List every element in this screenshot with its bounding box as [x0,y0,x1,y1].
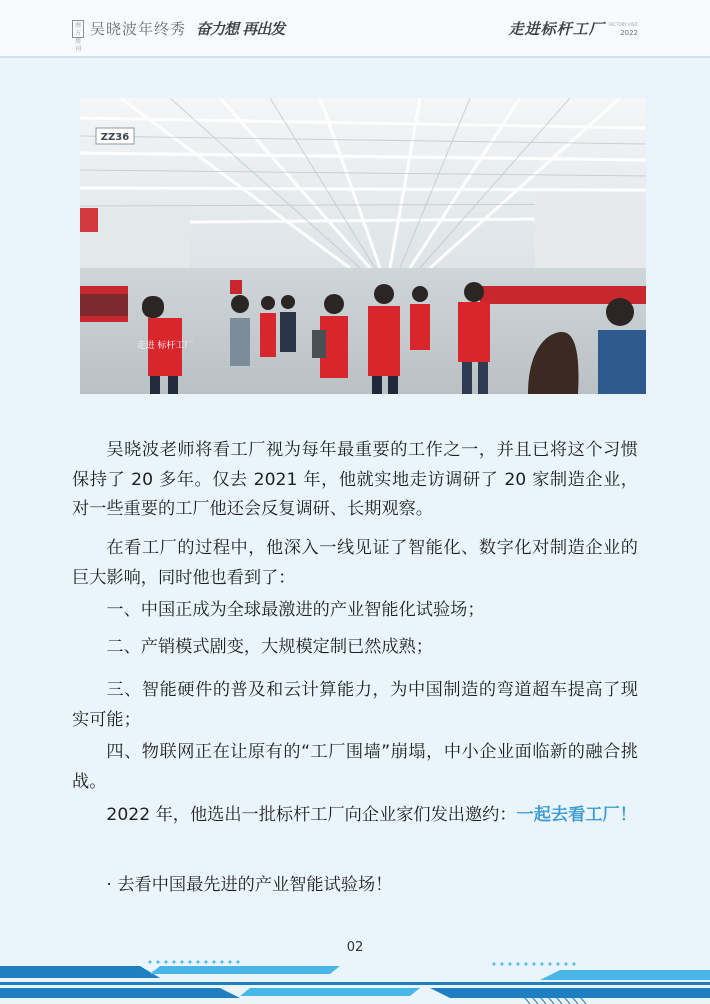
invitation-highlight: 一起去看工厂！ [516,805,637,825]
campaign-block [509,18,638,39]
point-two: 二、产销模式剧变，大规模定制已然成熟； [106,637,433,657]
page-number: 02 [346,940,364,955]
zone-sign: ZZ36 [100,132,130,143]
brand-slogan: 奋力想 再出发 [196,20,285,38]
paragraph-invitation [72,801,638,831]
bullet-item: · 去看中国最先进的产业智能试验场！ [106,875,393,895]
point-four: 四、物联网正在让原有的“工厂围墙”崩塌，中小企业面临新的融合挑战。 [72,742,638,792]
campaign-year-block [609,21,638,37]
factory-photo-illustration [80,98,646,394]
brand-title: 吴晓波年终秀 [90,20,187,38]
paragraph-intro: 吴晓波老师将看工厂视为每年最重要的工作之一，并且已将这个习惯保持了 20 多年。仅去 2021 年，他就实地走访调研了 20 家制造企业，对一些重要的工厂他还会反复调研、长期观察。 [72,440,638,519]
point-three: 三、智能硬件的普及和云计算能力，为中国制造的弯道超车提高了现实可能； [72,680,638,730]
paragraph-observation: 在看工厂的过程中，他深入一线见证了智能化、数字化对制造企业的巨大影响，同时他也看到了： [72,538,638,588]
campaign-title: 走进标杆工厂 [508,20,605,38]
footer-decoration [0,952,710,1004]
page-header [0,0,710,58]
point-one: 一、中国正成为全球最激进的产业智能化试验场； [106,600,485,620]
campaign-subtitle: FACTORY VISIT [608,21,638,27]
brand-block [72,18,285,53]
vest-label: 走进 标杆工厂 [136,341,194,351]
brand-badge: 南方周刊 [72,20,84,38]
factory-photo [80,98,646,394]
campaign-year: 2022 [620,28,638,37]
invitation-text: 2022 年，他选出一批标杆工厂向企业家们发出邀约： [106,805,517,825]
